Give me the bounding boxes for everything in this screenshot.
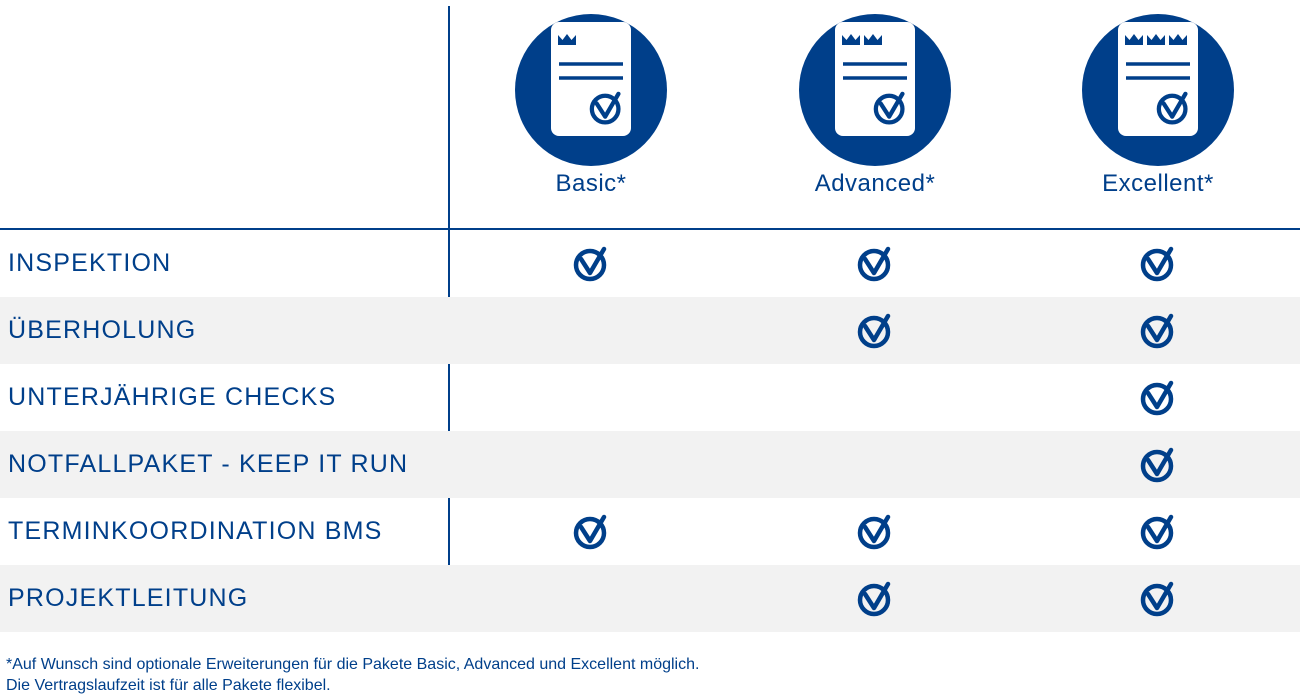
footnote-line-1: *Auf Wunsch sind optionale Erweiterungen für die Pakete Basic, Advanced und Excellent möglich. (6, 656, 700, 673)
check-circle-icon (857, 246, 893, 282)
feature-row (0, 565, 1300, 632)
feature-label: UNTERJÄHRIGE CHECKS (8, 383, 337, 411)
check-circle-icon (857, 313, 893, 349)
check-circle-icon (1140, 246, 1176, 282)
feature-cell (855, 297, 895, 364)
feature-label: NOTFALLPAKET - KEEP IT RUN (8, 450, 409, 478)
feature-rows (0, 230, 1300, 632)
check-circle-icon (1140, 313, 1176, 349)
feature-row (0, 431, 1300, 498)
check-circle-icon (1140, 380, 1176, 416)
feature-cell (1138, 498, 1178, 565)
contract-crown-icon (1082, 14, 1234, 166)
feature-cell (1138, 364, 1178, 431)
check-circle-icon (857, 581, 893, 617)
feature-cell (1138, 565, 1178, 632)
feature-cell (1138, 297, 1178, 364)
check-circle-icon (857, 514, 893, 550)
feature-label: TERMINKOORDINATION BMS (8, 517, 383, 545)
contract-crown-icon (515, 14, 667, 166)
check-circle-icon (573, 514, 609, 550)
plan-1 (775, 14, 975, 204)
plan-name: Excellent* (1102, 170, 1214, 197)
check-circle-icon (1140, 581, 1176, 617)
plan-name: Advanced* (814, 170, 936, 197)
feature-cell (1138, 230, 1178, 297)
feature-label: PROJEKTLEITUNG (8, 584, 249, 612)
feature-row (0, 364, 1300, 431)
check-circle-icon (1140, 447, 1176, 483)
check-circle-icon (573, 246, 609, 282)
feature-cell (855, 498, 895, 565)
contract-crown-icon (799, 14, 951, 166)
feature-row (0, 297, 1300, 364)
feature-cell (855, 565, 895, 632)
feature-cell (855, 230, 895, 297)
plan-0 (491, 14, 691, 204)
feature-cell (571, 498, 611, 565)
footnote (6, 654, 1286, 696)
feature-row (0, 498, 1300, 565)
feature-cell (1138, 431, 1178, 498)
plan-2 (1058, 14, 1258, 204)
check-circle-icon (1140, 514, 1176, 550)
feature-label: INSPEKTION (8, 249, 172, 277)
feature-label: ÜBERHOLUNG (8, 316, 197, 344)
feature-row (0, 230, 1300, 297)
feature-cell (571, 230, 611, 297)
footnote-line-2: Die Vertragslaufzeit ist für alle Pakete flexibel. (6, 677, 331, 694)
plan-name: Basic* (555, 170, 627, 197)
